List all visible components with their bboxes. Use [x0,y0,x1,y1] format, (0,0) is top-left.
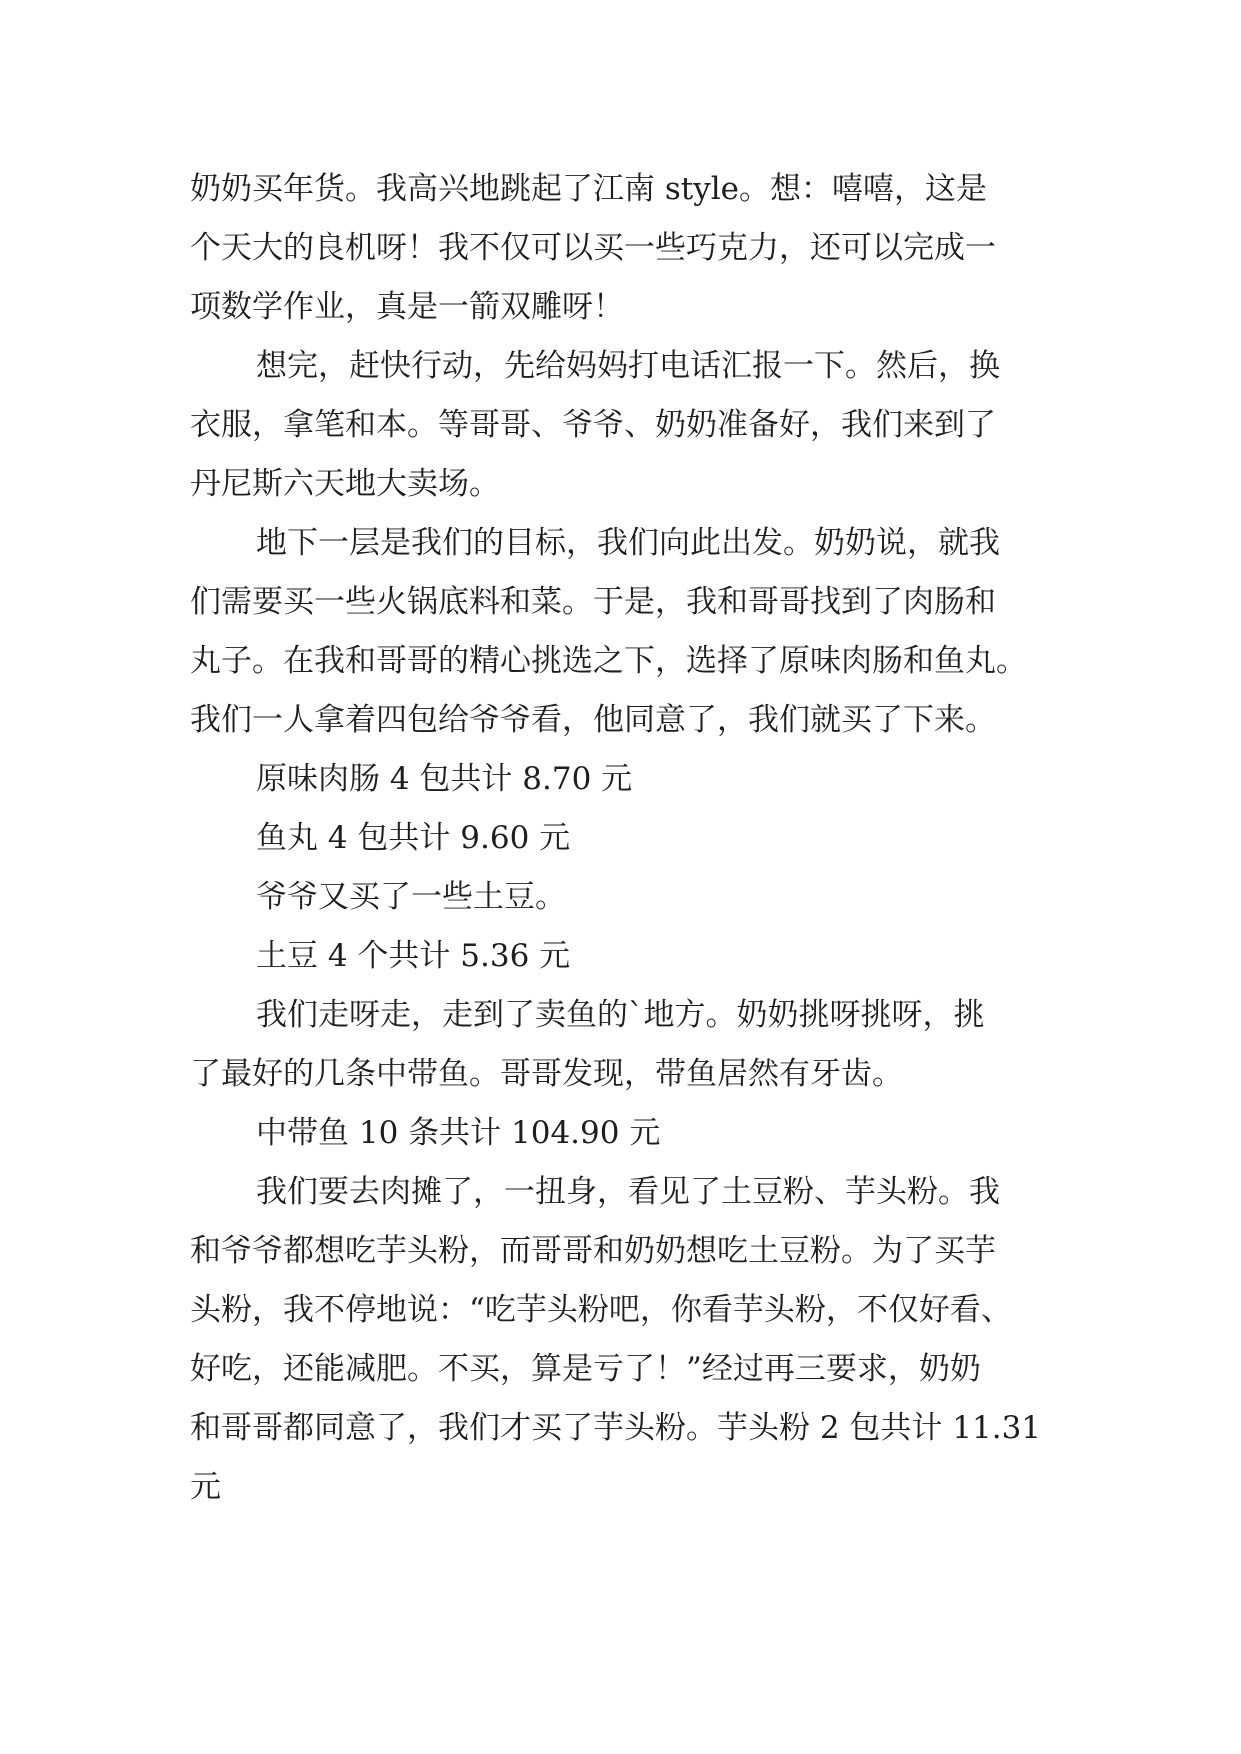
text-line: 好吃，还能减肥。不买，算是亏了！”经过再三要求，奶奶 [190,1351,981,1387]
text-line: 爷爷又买了一些土豆。 [256,879,566,915]
text-line: 地下一层是我们的目标，我们向此出发。奶奶说，就我 [256,525,1000,561]
text-line: 头粉，我不停地说：“吃芋头粉吧，你看芋头粉，不仅好看、 [190,1292,1012,1328]
text-line: 鱼丸 4 包共计 9.60 元 [256,820,571,856]
text-line: 丹尼斯六天地大卖场。 [190,466,500,502]
text-line: 我们一人拿着四包给爷爷看，他同意了，我们就买了下来。 [190,702,996,738]
text-line: 我们走呀走，走到了卖鱼的`地方。奶奶挑呀挑呀，挑 [256,997,985,1033]
text-line: 们需要买一些火锅底料和菜。于是，我和哥哥找到了肉肠和 [190,584,996,620]
text-line: 中带鱼 10 条共计 104.90 元 [256,1115,661,1151]
text-line: 奶奶买年货。我高兴地跳起了江南 style。想：嘻嘻，这是 [190,171,987,207]
text-line: 丸子。在我和哥哥的精心挑选之下，选择了原味肉肠和鱼丸。 [190,643,1027,679]
text-line: 想完，赶快行动，先给妈妈打电话汇报一下。然后，换 [256,348,1000,384]
text-line: 土豆 4 个共计 5.36 元 [256,938,571,974]
text-line: 和哥哥都同意了，我们才买了芋头粉。芋头粉 2 包共计 11.31 [190,1410,1042,1446]
document-body [190,160,1070,1517]
text-line: 原味肉肠 4 包共计 8.70 元 [256,761,633,797]
text-line: 衣服，拿笔和本。等哥哥、爷爷、奶奶准备好，我们来到了 [190,407,996,443]
text-line: 个天大的良机呀！我不仅可以买一些巧克力，还可以完成一 [190,230,996,266]
text-line: 了最好的几条中带鱼。哥哥发现，带鱼居然有牙齿。 [190,1056,903,1092]
text-line: 我们要去肉摊了，一扭身，看见了土豆粉、芋头粉。我 [256,1174,1000,1210]
text-line: 和爷爷都想吃芋头粉，而哥哥和奶奶想吃土豆粉。为了买芋 [190,1233,996,1269]
text-line: 元 [190,1469,221,1505]
text-line: 项数学作业，真是一箭双雕呀！ [190,289,624,325]
